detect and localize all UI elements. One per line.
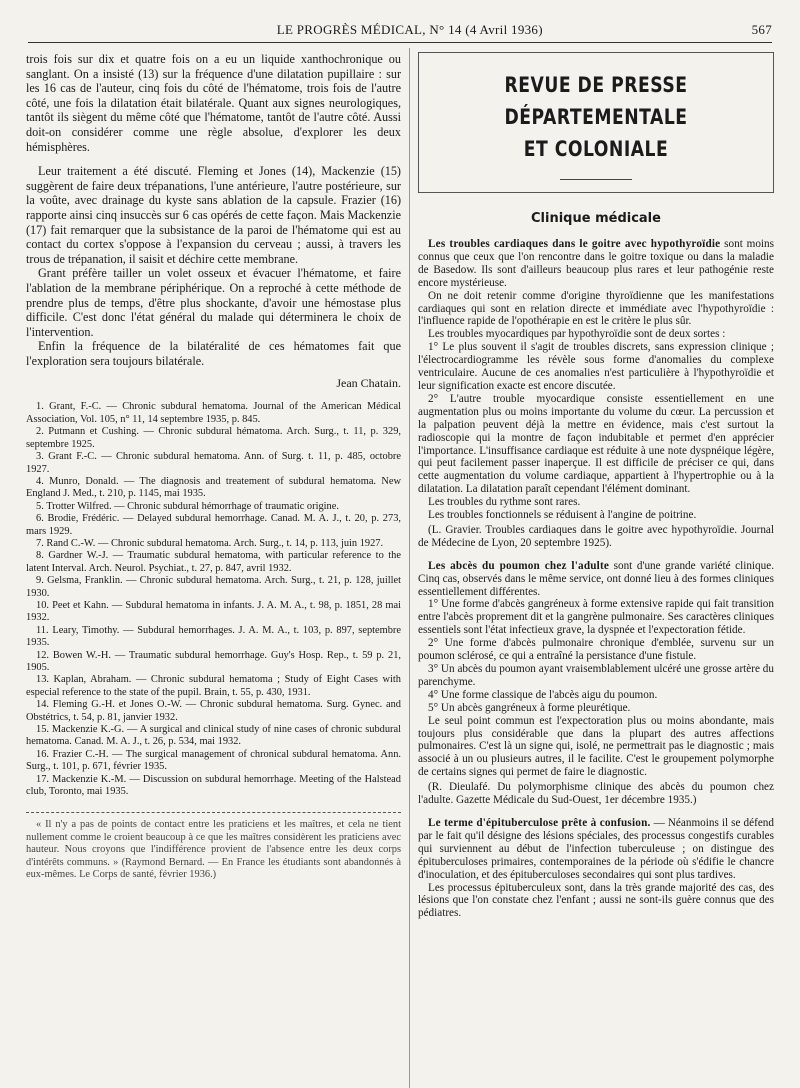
paragraph-gap — [26, 154, 401, 164]
reference-list — [26, 401, 401, 798]
paragraph-3: Grant préfère tailler un volet osseux et évacuer l'hématome, et faire l'ablation de la membrane périphérique. On a reproché à cette méthode de prendre plus de temps, d'être plus shockante, d'avoir une hémostase plus difficile. C'est donc l'état général du malade qui déterminera le choix de l'intervention. — [26, 266, 401, 339]
article-3-intro — [418, 817, 774, 882]
paragraph-4: Enfin la fréquence de la bilatéralité de ces hématomes fait que l'exploration sera toujours bilatérale. — [26, 339, 401, 368]
article-gap — [418, 550, 774, 560]
paragraph-1: trois fois sur dix et quatre fois on a eu un liquide xanthochronique ou sanglant. On a insisté (13) sur la fréquence d'une dilatation pupillaire : sur les 16 cas de l'auteur, cinq fois du côté de l'hématome, trois fois de l'autre côté, une fois la dilatation était bilatérale. Quant aux signes neurologiques, tantôt ils siègent du même côté que l'hématome, tantôt de l'autre côté. Aussi doit-on considérer comme une règle absolue, d'explorer les deux hémisphères. — [26, 52, 401, 154]
article-1-text: sont moins connus que ceux que l'on rencontre dans le goitre toxique ou dans la maladie de Basedow. Ils sont d'ailleurs beaucoup plus rares et leur pathogénie reste encore mystérieuse. — [418, 238, 774, 289]
title-rule — [560, 179, 632, 180]
reference-item: 1. Grant, F.-C. — Chronic subdural hematoma. Journal of the American Médical Association, Vol. 105, n° 11, 14 septembre 1935, p. 845. — [26, 401, 401, 425]
article-1-paragraph: Les troubles myocardiques par hypothyroïdie sont de deux sortes : — [428, 328, 726, 341]
article-1-paragraph: 1° Le plus souvent il s'agit de troubles discrets, sans expression clinique ; l'électrocardiogramme les révèle sous forme d'anomalies du complexe ventriculaire. Aucune de ces anomalies n'est particulière à l'hypothyroïdie et leur signification exacte est encore discutée. — [418, 341, 774, 392]
header-rule — [28, 42, 772, 43]
reference-item: 3. Grant F.-C. — Chronic subdural hematoma. Ann. of Surg. t. 11, p. 485, octobre 1927. — [26, 451, 401, 475]
article-2-lead: Les abcès du poumon chez l'adulte — [428, 559, 610, 572]
article-2-paragraph: 2° Une forme d'abcès pulmonaire chronique d'emblée, survenu sur un poumon sclérosé, ce qui a entraîné la persistance d'une fistule. — [418, 637, 774, 663]
reference-item: 15. Mackenzie K.-G. — A surgical and clinical study of nine cases of chronic subdural hematoma. Canad. M. A. J., t. 26, p. 534, mai 1932. — [26, 724, 401, 748]
reference-item: 12. Bowen W.-H. — Traumatic subdural hemorrhage. Guy's Hosp. Rep., t. 59 p. 21, 1905. — [26, 649, 401, 673]
reference-item: 6. Brodie, Frédéric. — Delayed subdural hemorrhage. Canad. M. A. J., t. 20, p. 273, mars 1929. — [26, 513, 401, 537]
right-column — [418, 52, 774, 920]
reference-item: 17. Mackenzie K.-M. — Discussion on subdural hemorrhage. Meeting of the Halstead club, Toronto, mai 1935. — [26, 773, 401, 798]
article-3-text: — Néanmoins il se défend par le fait qu'il désigne des lésions spéciales, des processus congestifs curables qui surviennent au début de l'infection tuberculeuse ; on distingue des épituberculoses primaires, contemporaines de la période où s'édifie le chancre d'inoculation, et des épituberculoses secondaires qui sont plus tardives. — [418, 816, 774, 881]
reference-item: 10. Peet et Kahn. — Subdural hematoma in infants. J. A. M. A., t. 98, p. 1851, 28 mai 1932. — [26, 599, 401, 624]
article-1-lead: Les troubles cardiaques dans le goitre avec hypothyroïdie — [428, 238, 721, 250]
article-2-intro — [418, 560, 774, 599]
article-2-citation: (R. Dieulafé. Du polymorphisme clinique des abcès du poumon chez l'adulte. Gazette Médicale du Sud-Ouest, 1er décembre 1935.) — [418, 781, 774, 807]
article-2-paragraph: 3° Un abcès du poumon ayant vraisemblablement ulcéré une grosse artère du parenchyme. — [418, 663, 774, 688]
reference-item: 14. Fleming G.-H. et Jones O.-W. — Chronic subdural hematoma. Surg. Gynec. and Obstétrics, t. 54, p. 81, janvier 1932. — [26, 699, 401, 723]
article-1-paragraph: On ne doit retenir comme d'origine thyroïdienne que les manifestations cardiaques qui sont en relation directe et immédiate avec l'hypothyroïdie : l'influence rapide de l'opothérapie en est le critère le plus sûr. — [418, 289, 774, 328]
article-2-paragraph: Le seul point commun est l'expectoration plus ou moins abondante, mais toujours plus considérable que dans la plupart des autres affections pulmonaires. C'est là un signe qui, isolé, ne permettrait pas le diagnostic ; mais associé à un ou plusieurs autres, il le facilite. C'est le groupement polymorphe de certains signes qui permet de faire le diagnostic. — [418, 714, 774, 779]
article-2-text: sont d'une grande variété clinique. Cinq cas, observés dans le même service, ont donné lieu à des formes cliniques essentiellement différentes. — [418, 559, 774, 598]
footnote — [26, 819, 401, 881]
section-title-continued: ET COLONIALE — [523, 137, 669, 161]
review-body — [418, 238, 774, 920]
reference-item: 7. Rand C.-W. — Chronic subdural hematoma. Arch. Surg., t. 14, p. 113, juin 1927. — [36, 537, 384, 549]
subsection-title: Clinique médicale — [531, 211, 661, 226]
article-1-paragraph: Les troubles fonctionnels se réduisent à l'angine de poitrine. — [428, 509, 697, 522]
article-1-paragraph: 2° L'autre trouble myocardique consiste essentiellement en une augmentation plus ou moins importante du volume du cœur. La percussion et la palpation peuvent déjà la mettre en évidence, mais c'est surtout la radioscopie qui la montre de façon indubitable et permet d'en apprécier l'importance. L'insuffisance cardiaque est réduite à une note dyspnéique légère, qui peut facilement passer inaperçue. Il est difficile de préciser ce qui, dans cette augmentation du volume cardiaque, appartient à l'hypertrophie ou à la dilatation. La dilatation paraît cependant l'élément dominant. — [418, 392, 774, 496]
article-gap — [418, 807, 774, 817]
article-1-paragraph: Les troubles du rythme sont rares. — [428, 496, 581, 509]
reference-item: 9. Gelsma, Franklin. — Chronic subdural hematoma. Arch. Surg., t. 21, p. 128, juillet 1930. — [26, 575, 401, 599]
section-title: REVUE DE PRESSE DÉPARTEMENTALE — [504, 73, 688, 129]
article-3-paragraph: Les processus épituberculeux sont, dans la très grande majorité des cas, des lésions que l'on constate chez l'enfant ; aussi ne sont-ils guère connus que des pédiatres. — [418, 881, 774, 920]
paragraph-2: Leur traitement a été discuté. Fleming et Jones (14), Mackenzie (15) suggèrent de faire deux trépanations, l'une antérieure, l'autre postérieure, sur la voûte, avec drainage du kyste sans ablation de la capsule. Frazier (16) rapporte ainsi cinq insuccès sur 6 cas opérés de cette façon. Mais Mackenzie (17) fait remarquer que la subsistance de la paroi de l'hématome qui est au contact du cortex s'oppose à l'expansion du cerveau ; aussi, à travers les trous de trépanation, il saisit et déchire cette membrane. — [26, 164, 401, 266]
page-number: 567 — [751, 22, 772, 37]
reference-item: 2. Putmann et Cushing. — Chronic subdural hématoma. Arch. Surg., t. 11, p. 329, septembre 1925. — [26, 426, 401, 450]
reference-item: 4. Munro, Donald. — The diagnosis and treatement of subdural hematoma. New England J. Med., t. 210, p. 1145, mai 1935. — [26, 475, 401, 500]
article-1-citation: (L. Gravier. Troubles cardiaques dans le goitre avec hypothyroïdie. Journal de Médecine de Lyon, 20 septembre 1925). — [418, 523, 774, 549]
article-2-paragraph: 4° Une forme classique de l'abcès aigu du poumon. — [428, 688, 658, 701]
footnote-text: « Il n'y a pas de points de contact entre les praticiens et les maîtres, et cela ne tient nullement comme le croient beaucoup à ce que les maîtres considèrent les praticiens avec hauteur. Nous croyons que l'indifférence provient de l'absence entre les deux corps d'intérêts communs. » (Raymond Bernard. — En France les étudiants sont abandonnés à eux-mêmes. Le Corps de santé, février 1936.) — [26, 819, 401, 881]
article-2-paragraph: 5° Un abcès gangréneux à forme pleurétique. — [428, 701, 631, 714]
reference-item: 16. Frazier C.-H. — The surgical management of chronical subdural hematoma. Ann. Surg., t. 101, p. 671, février 1935. — [26, 748, 401, 773]
article-body — [26, 52, 401, 368]
running-header — [28, 22, 772, 38]
article-1-intro — [418, 238, 774, 290]
article-2-paragraph: 1° Une forme d'abcès gangréneux à forme extensive rapide qui fait transition entre l'abcès proprement dit et la gangrène pulmonaire. Ses caractères cliniques essentiels sont l'état infectieux grave, la dyspnée et l'expectoration fétide. — [418, 598, 774, 637]
journal-header: LE PROGRÈS MÉDICAL, N° 14 (4 Avril 1936) — [276, 22, 543, 37]
author-signature: Jean Chatain. — [336, 376, 401, 391]
reference-item: 5. Trotter Wilfred. — Chronic subdural hémorrhage of traumatic origine. — [36, 500, 339, 512]
reference-item: 13. Kaplan, Abraham. — Chronic subdural hematoma ; Study of Eight Cases with especial reference to the state of the pupil. Brain, t. 55, p. 430, 1931. — [26, 674, 401, 698]
article-3-lead: Le terme d'épituberculose prête à confusion. — [428, 816, 651, 829]
column-divider — [409, 48, 410, 1088]
reference-item: 8. Gardner W.-J. — Traumatic subdural hematoma, with particular reference to the latent Interval. Arch. Neurol. Psychiat., t. 27, p. 847, avril 1932. — [26, 550, 401, 574]
left-column — [26, 52, 401, 882]
section-heading-box — [418, 52, 774, 193]
footnote-separator — [26, 812, 401, 813]
reference-item: 11. Leary, Timothy. — Subdural hemorrhages. J. A. M. A., t. 103, p. 897, septembre 1935. — [26, 624, 401, 649]
